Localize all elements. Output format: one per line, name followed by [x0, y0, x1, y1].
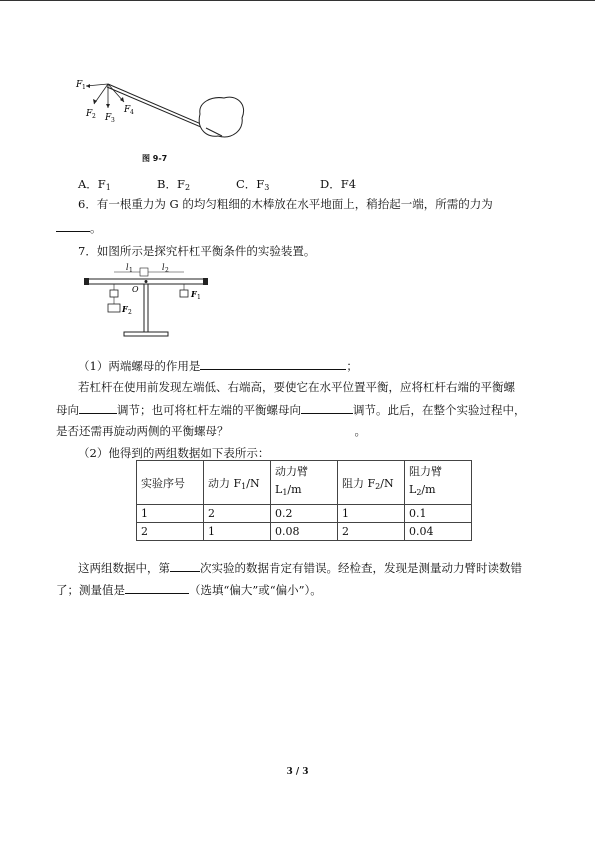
question-7-part1-line1: 若杠杆在使用前发现左端低、右端高，要使它在水平位置平衡，应将杠杆右端的平衡螺: [78, 380, 515, 394]
answer-blank-experiment-number[interactable]: [170, 560, 200, 572]
question-7-title: 7．如图所示是探究杆杠平衡条件的实验装置。: [78, 244, 316, 258]
table-row: [137, 523, 472, 541]
label-l2-sub: 2: [165, 267, 169, 274]
table-cell: 2: [338, 523, 405, 541]
table-header: 实验序号: [137, 461, 204, 505]
label-f3-sub: 3: [111, 117, 115, 124]
label-f1: F: [76, 80, 83, 90]
table-header: 阻力 $F_2/N$: [338, 461, 405, 505]
table-cell: 2: [204, 505, 271, 523]
option-c: C．$F_3$: [236, 177, 270, 192]
question-7-part1-line3: 是否还需再旋动两侧的平衡螺母？ 。: [56, 424, 366, 438]
label-pivot-o: O: [132, 285, 139, 294]
lever-balance-apparatus: [84, 262, 214, 338]
table-header: 阻力臂 $L_2/m$: [405, 461, 472, 505]
figure-caption: 图 9-7: [142, 154, 168, 163]
label-f4: F: [124, 105, 131, 115]
table-cell: 0.1: [405, 505, 472, 523]
table-row: [137, 505, 472, 523]
label-f4-sub: 4: [130, 109, 134, 116]
lever-rock-figure: [72, 78, 252, 158]
data-table: [136, 460, 472, 541]
label-f3: F: [105, 113, 112, 123]
table-cell: 1: [137, 505, 204, 523]
answer-blank[interactable]: [56, 220, 90, 232]
answer-blank-nut-purpose[interactable]: [200, 358, 346, 370]
label-f2: F: [86, 109, 93, 119]
question-7-part3-line2: 了；测量值是 （选填“偏大”或“偏小”）。: [56, 583, 322, 597]
table-cell: 1: [338, 505, 405, 523]
table-cell: 0.04: [405, 523, 472, 541]
question-7-part2: （2）他得到的两组数据如下表所示：: [78, 446, 270, 460]
label-f1-sub: 1: [197, 294, 201, 301]
table-cell: 2: [137, 523, 204, 541]
option-d: D．F4: [320, 177, 357, 191]
question-6-answer-line: 。: [56, 220, 102, 235]
question-7-part1-line2: 母向 调节；也可将杠杆左端的平衡螺母向 调节。此后，在整个实验过程中，: [56, 403, 526, 417]
label-l1: l: [126, 263, 129, 272]
table-header-row: [137, 461, 472, 505]
answer-blank-right-nut[interactable]: [79, 402, 117, 414]
label-f1-sub: 1: [82, 84, 86, 91]
label-l2: l: [162, 263, 165, 272]
label-f2-sub: 2: [128, 309, 132, 316]
label-f2: F: [122, 304, 128, 314]
answer-blank-left-nut[interactable]: [301, 402, 353, 414]
table-cell: 0.08: [271, 523, 338, 541]
table-cell: 1: [204, 523, 271, 541]
table-cell: 0.2: [271, 505, 338, 523]
page-number: 3 / 3: [286, 767, 309, 777]
answer-blank-measurement[interactable]: [125, 582, 189, 594]
option-b: B．$F_2$: [157, 177, 191, 192]
question-7-part3-line1: 这两组数据中，第 次实验的数据肯定有错误。经检查，发现是测量动力臂时读数错: [78, 561, 522, 575]
question-6-text: 6．有一根重力为 G 的均匀粗细的木棒放在水平地面上，稍抬起一端，所需的力为: [78, 197, 493, 211]
label-f2-sub: 2: [92, 113, 96, 120]
page-top-border: [0, 0, 595, 1]
table-header: 动力臂 $L_1/m$: [271, 461, 338, 505]
label-f1: F: [191, 289, 197, 299]
table-header: 动力 $F_1/N$: [204, 461, 271, 505]
label-l1-sub: 1: [129, 267, 133, 274]
question-7-part1: （1）两端螺母的作用是 ；: [78, 359, 358, 373]
option-a: A．$F_1$: [78, 177, 111, 192]
